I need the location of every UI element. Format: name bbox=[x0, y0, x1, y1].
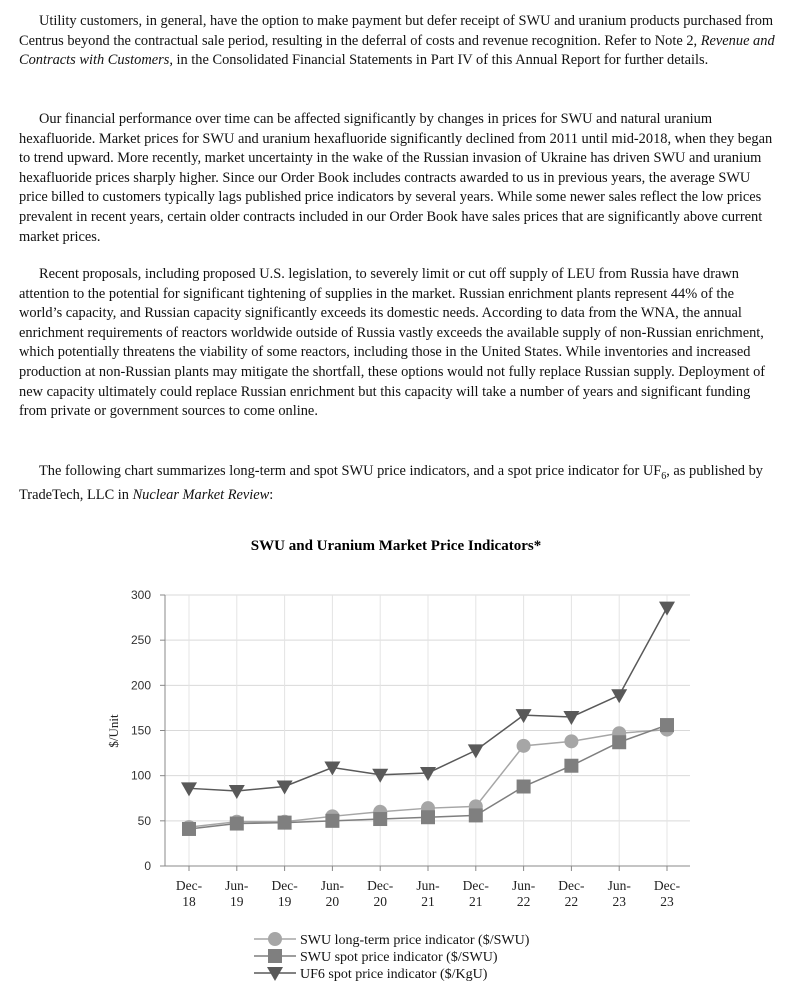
y-tick-label: 300 bbox=[130, 588, 151, 602]
x-tick-label: 22 bbox=[516, 894, 531, 909]
x-tick-label: Jun- bbox=[607, 878, 631, 893]
x-tick-label: Jun- bbox=[416, 878, 440, 893]
legend-label: SWU long-term price indicator ($/SWU) bbox=[300, 933, 530, 948]
x-tick-label: 20 bbox=[325, 894, 340, 909]
data-point bbox=[230, 817, 244, 831]
data-point bbox=[564, 759, 578, 773]
chart-title: SWU and Uranium Market Price Indicators* bbox=[250, 538, 542, 554]
data-point bbox=[182, 822, 196, 836]
legend-marker bbox=[268, 932, 282, 946]
x-tick-label: Dec- bbox=[367, 878, 394, 893]
paragraph-financial-performance: Our financial performance over time can be affected significantly by changes in prices for SWU and natural uranium hexafluoride. Market prices for SWU and uranium hexafluoride significantly declined from 2011 until mid-2018, when they began to trend upward. More recently, market uncertainty in the wake of the Russian invasion of Ukraine has driven SWU and uranium hexafluoride prices sharply higher. Since our Order Book includes contracts awarded to us in previous years, the average SWU price billed to customers typically lags published price indicators by several years. While some newer sales reflect the low prices prevalent in recent years, certain older contracts included in our Order Book have sales prices that are significantly above current market prices. bbox=[19, 111, 773, 245]
x-tick-label: 19 bbox=[277, 894, 292, 909]
x-tick-label: 21 bbox=[469, 894, 483, 909]
chart-legend bbox=[254, 932, 530, 982]
y-axis-label: $/Unit bbox=[106, 714, 121, 748]
paragraph-text: in the Consolidated Financial Statements in Part IV of this Annual Report for further details. bbox=[172, 52, 709, 69]
y-tick-label: 200 bbox=[130, 678, 151, 693]
data-point bbox=[421, 810, 435, 824]
legend-marker bbox=[267, 967, 283, 981]
data-point bbox=[612, 735, 626, 749]
data-point bbox=[325, 814, 339, 828]
x-tick-label: 20 bbox=[373, 894, 387, 909]
x-tick-label: 18 bbox=[182, 894, 196, 909]
data-point bbox=[516, 709, 532, 723]
x-tick-label: 23 bbox=[612, 894, 626, 909]
data-point bbox=[659, 602, 675, 616]
paragraph-text: : bbox=[269, 487, 274, 504]
data-point bbox=[468, 744, 484, 758]
data-point bbox=[373, 812, 387, 826]
x-tick-label: 21 bbox=[421, 894, 435, 909]
y-tick-label: 50 bbox=[137, 813, 151, 828]
paragraph-text: The following chart summarizes long-term and spot SWU price indicators, and a spot price indicator for UF bbox=[39, 463, 662, 479]
paragraph-text: , as published by TradeTech, LLC in bbox=[19, 463, 763, 504]
y-tick-label: 100 bbox=[130, 768, 151, 783]
data-point bbox=[469, 808, 483, 822]
paragraph-deferral bbox=[19, 12, 779, 71]
publication-name: Nuclear Market Review bbox=[132, 487, 270, 504]
x-tick-label: Dec- bbox=[558, 878, 585, 893]
legend-label: SWU spot price indicator ($/SWU) bbox=[300, 950, 498, 965]
x-tick-label: Dec- bbox=[462, 878, 489, 893]
data-point bbox=[611, 689, 627, 703]
x-tick-label: Jun- bbox=[225, 878, 249, 893]
y-tick-label: 250 bbox=[130, 633, 151, 648]
data-point bbox=[420, 767, 436, 781]
y-tick-label: 150 bbox=[130, 723, 151, 738]
data-point bbox=[229, 785, 245, 799]
legend-marker bbox=[268, 949, 282, 963]
data-point bbox=[517, 739, 531, 753]
x-tick-label: Dec- bbox=[175, 878, 203, 893]
x-tick-label: Dec- bbox=[271, 878, 298, 893]
data-point bbox=[517, 780, 531, 794]
note-reference: Revenue and Contracts with Customers, bbox=[19, 32, 775, 69]
subscript-six: 6 bbox=[661, 470, 667, 482]
x-tick-label: 19 bbox=[230, 894, 244, 909]
paragraph-text: Utility customers, in general, have the option to make payment but defer receipt of SWU and uranium products purchased from Centrus beyond the contractual sale period, resulting in the deferral of costs and revenue recognition. Refer to Note 2, bbox=[19, 13, 774, 49]
chart-svg bbox=[0, 525, 799, 993]
x-tick-label: Jun- bbox=[511, 878, 536, 893]
paragraph-russian-supply: Recent proposals, including proposed U.S. legislation, to severely limit or cut off supply of LEU from Russia have drawn attention to the potential for significant tightening of supplies in the market. Russian enrichment plants represent 44% of the world’s capacity, and Russian capacity significantly exceeds its domestic needs. According to data from the WNA, the annual enrichment requirements of reactors worldwide outside of Russia vastly exceeds the available supply of non-Russian enrichment, which potentially threatens the viability of some reactors, including those in the United States. While inventories and increased production at non-Russian plants may mitigate the shortfall, these options would not fully replace Russian supply. Deployment of new capacity ultimately could replace Russian enrichment but this capacity will take a number of years and significant funding from private or government sources to come online. bbox=[19, 266, 766, 420]
x-tick-label: Jun- bbox=[320, 878, 345, 893]
paragraph-chart-intro bbox=[19, 462, 779, 506]
y-tick-label: 0 bbox=[144, 859, 151, 873]
price-indicator-chart bbox=[0, 525, 799, 993]
data-point bbox=[563, 711, 579, 725]
x-tick-label: 23 bbox=[660, 894, 674, 909]
data-point bbox=[660, 718, 674, 732]
x-tick-label: Dec- bbox=[653, 878, 681, 893]
data-point bbox=[278, 816, 292, 830]
legend-label: UF6 spot price indicator ($/KgU) bbox=[300, 967, 488, 982]
data-point bbox=[564, 734, 578, 748]
x-tick-label: 22 bbox=[564, 894, 579, 909]
